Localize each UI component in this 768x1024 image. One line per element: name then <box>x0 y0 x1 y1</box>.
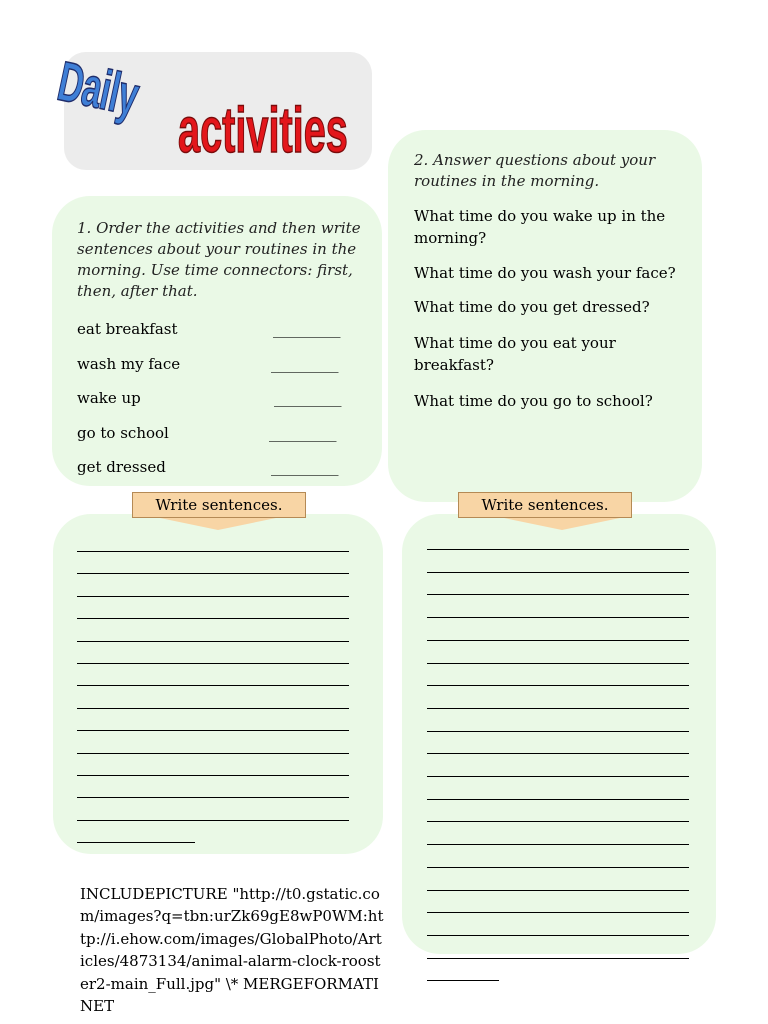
includepicture-field-code: INCLUDEPICTURE "http://t0.gstatic.com/images?q=tbn:urZk69gE8wP0WM:http://i.ehow.com/images/GlobalPhoto/Articles/4873134/animal-alarm-clock-rooster2-main_Full.jpg" \* MERGEFORMATINET <box>80 885 384 1016</box>
writing-line[interactable] <box>77 775 349 776</box>
writing-line[interactable] <box>77 618 349 619</box>
order-blank[interactable]: _________ <box>271 458 339 476</box>
order-blank[interactable]: _________ <box>273 320 341 338</box>
writing-line[interactable] <box>427 958 689 959</box>
question-wake-up: What time do you wake up in the morning? <box>414 207 666 247</box>
writing-line[interactable] <box>77 842 195 843</box>
activity-item-wake-up: wake up <box>77 389 141 407</box>
writing-line[interactable] <box>427 640 689 641</box>
down-arrow-icon <box>160 518 276 530</box>
writing-line[interactable] <box>77 730 349 731</box>
writing-line[interactable] <box>427 663 689 664</box>
sentences-panel-right <box>402 514 716 954</box>
writing-line[interactable] <box>77 641 349 642</box>
writing-line[interactable] <box>427 776 689 777</box>
writing-line[interactable] <box>427 844 689 845</box>
writing-line[interactable] <box>427 617 689 618</box>
writing-line[interactable] <box>77 820 349 821</box>
writing-line[interactable] <box>427 549 689 550</box>
writing-line[interactable] <box>427 912 689 913</box>
activity-item-wash-my-face: wash my face <box>77 355 181 373</box>
writing-line[interactable] <box>77 753 349 754</box>
title-word-activities: activities <box>178 94 348 166</box>
question-get-dressed: What time do you get dressed? <box>414 298 650 316</box>
write-sentences-button-right: Write sentences. <box>458 492 632 518</box>
writing-line[interactable] <box>427 685 689 686</box>
writing-line[interactable] <box>427 890 689 891</box>
activity-item-eat-breakfast: eat breakfast <box>77 320 178 338</box>
section2-instruction: 2. Answer questions about your routines in the morning. <box>414 151 656 190</box>
writing-line[interactable] <box>427 753 689 754</box>
writing-line[interactable] <box>77 797 349 798</box>
writing-line[interactable] <box>427 708 689 709</box>
writing-line[interactable] <box>77 596 349 597</box>
question-go-to-school: What time do you go to school? <box>414 392 653 410</box>
writing-line[interactable] <box>427 980 499 981</box>
writing-line[interactable] <box>77 685 349 686</box>
writing-line[interactable] <box>427 731 689 732</box>
writing-line[interactable] <box>427 935 689 936</box>
write-sentences-button-left: Write sentences. <box>132 492 306 518</box>
writing-line[interactable] <box>427 594 689 595</box>
writing-line[interactable] <box>427 799 689 800</box>
writing-line[interactable] <box>77 708 349 709</box>
writing-line[interactable] <box>427 572 689 573</box>
section1-instruction: 1. Order the activities and then write sentences about your routines in the morning. Use time connectors: first, then, after that. <box>77 219 361 300</box>
writing-line[interactable] <box>77 573 349 574</box>
order-blank[interactable]: _________ <box>274 389 342 407</box>
writing-line[interactable] <box>427 867 689 868</box>
writing-line[interactable] <box>77 663 349 664</box>
question-wash-face: What time do you wash your face? <box>414 264 676 282</box>
question-eat-breakfast: What time do you eat your breakfast? <box>414 334 616 374</box>
order-blank[interactable]: _________ <box>269 424 337 442</box>
title-word-daily: Daily <box>52 48 144 128</box>
order-blank[interactable]: _________ <box>271 355 339 373</box>
activity-item-go-to-school: go to school <box>77 424 169 442</box>
writing-line[interactable] <box>77 551 349 552</box>
writing-line[interactable] <box>427 821 689 822</box>
activity-item-get-dressed: get dressed <box>77 458 166 476</box>
sentences-panel-left <box>53 514 383 854</box>
down-arrow-icon <box>504 518 620 530</box>
